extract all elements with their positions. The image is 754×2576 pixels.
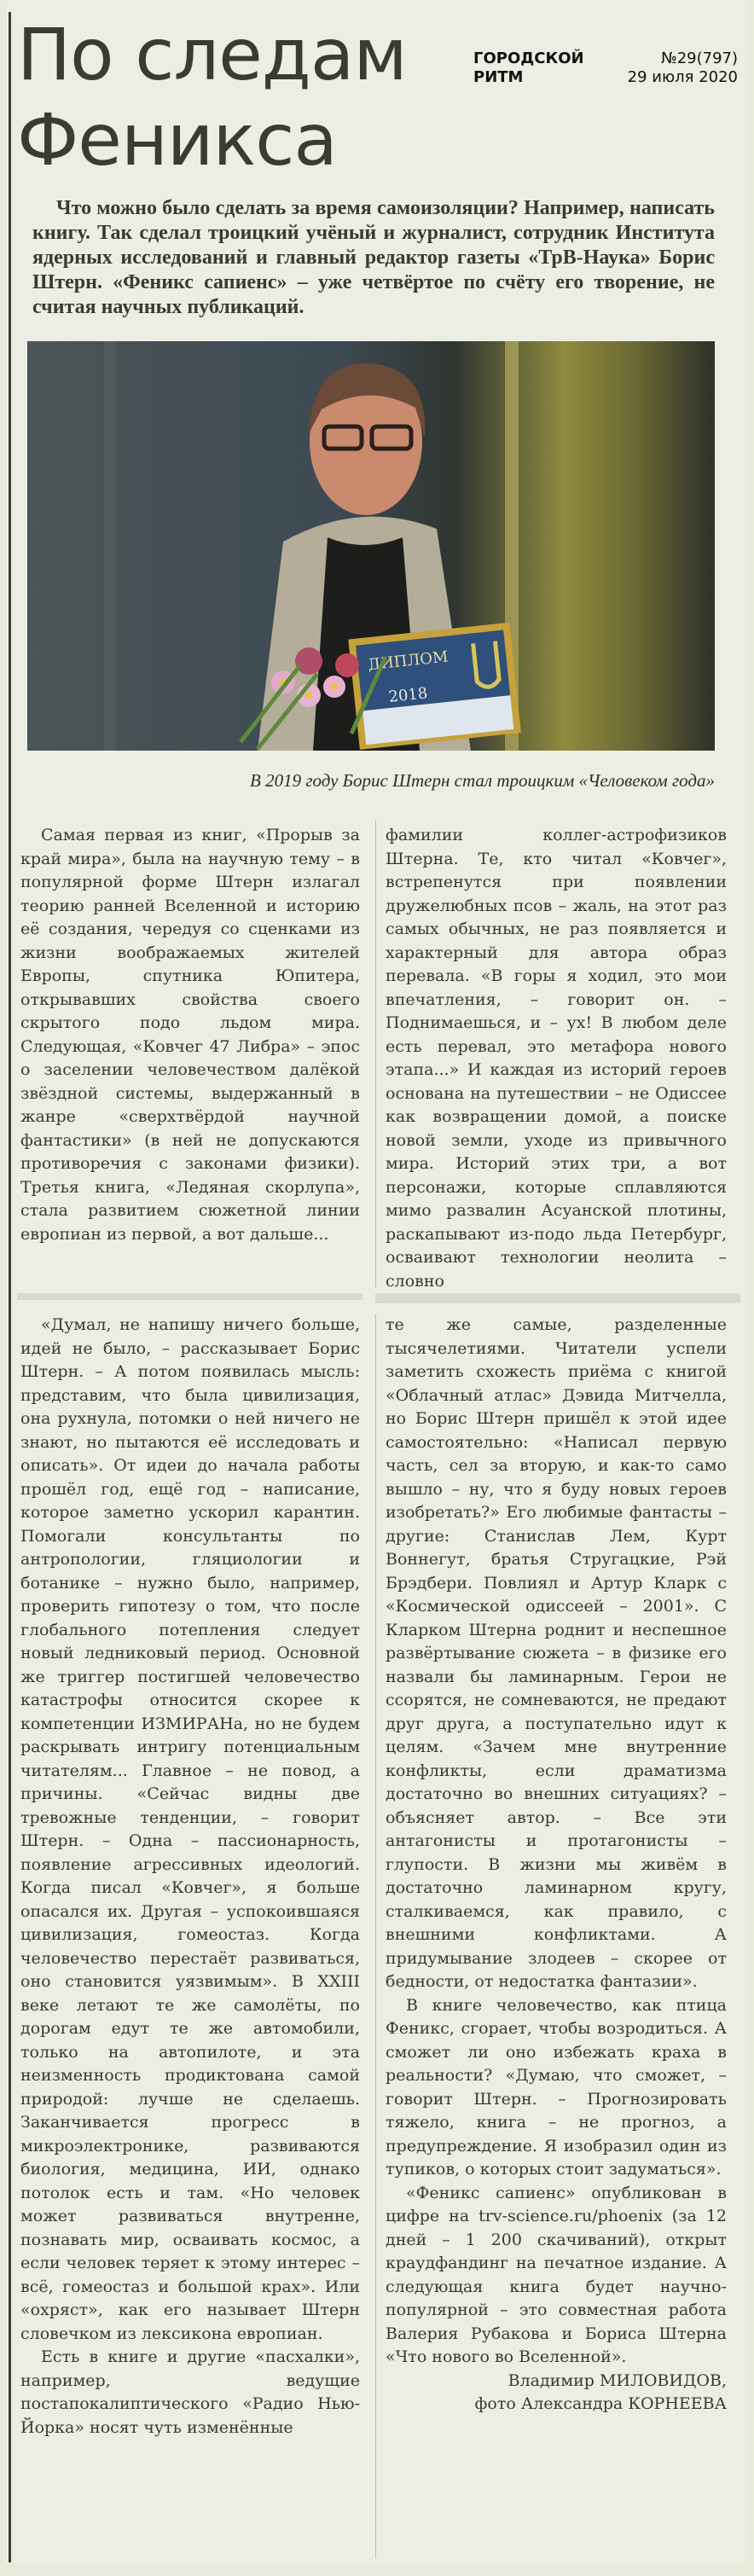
photo-portrait-icon (27, 341, 715, 751)
issue-number: №29(797) (660, 49, 738, 67)
byline-author: Владимир МИЛОВИДОВ, (508, 2370, 727, 2390)
article-headline (17, 12, 461, 183)
paper-name-line-1: ГОРОДСКОЙ (473, 49, 584, 67)
issue-date: 29 июля 2020 (627, 68, 738, 86)
page-border-rule (9, 12, 11, 2562)
photo-caption: В 2019 году Борис Штерн стал троицким «Человеком года» (250, 770, 715, 791)
photo-pillar (104, 341, 116, 751)
paragraph: Самая первая из книг, «Прорыв за край мира», была на научную тему – в популярной форме Штерн излагал теорию ранней Вселенной и историю её создания, чередуя со сценками из жизни воображаемых жителей Европы, спутника Юпитера, открывавших свойства своего скрытого подо льдом мира. Следующая, «Ковчег 47 Либра» – эпос о заселении человечеством далёкой звёздной системы, выдержанный в жанре «сверхтвёрдой научной фантастики» (в ней не допускаются противоречия с законами физики). Третья книга, «Ледяная скорлупа», стала развитием сюжетной линии европиан из первой, а вот дальше... (20, 826, 360, 1244)
diploma-title: ДИПЛОМ (367, 647, 450, 675)
text-column-left-bottom (20, 1314, 360, 2440)
column-divider-top (375, 821, 376, 1288)
paragraph: «Думал, не напишу ничего больше, идей не было, – рассказывает Борис Штерн. – А потом появилась мысль: представим, что была цивилизация, она рухнула, потомки о ней ничего не знают, но пытаются её исследовать и описать». От идеи до начала работы прошёл год, ещё год – написание, которое заметно ускорил карантин. Помогали консультанты по антропологии, гляциологии и ботанике – нужно было, например, проверить гипотезу о том, что после глобального потепления следует новый ледниковый период. Основной же триггер постигшей человечество катастрофы относится скорее к компетенции ИЗМИРАНа, но не будем раскрывать интригу потенциальным читателям... Главное – не повод, а причины. «Сейчас видны две тревожные тенденции, – говорит Штерн. – Одна – пассионарность, появление агрессивных идеологий. Когда писал «Ковчег», я больше опасался их. Другая – успокоившаяся цивилизация, гомеостаз. Когда человечество перестаёт развиваться, оно становится уязвимым». В XXIII веке летают те же самолёты, по дорогам едут те же автомобили, только на автопилоте, и эта неизменность продиктована самой природой: лучше не сделаешь. Заканчивается прогресс в микроэлектронике, развиваются биология, медицина, ИИ, однако потолок есть и там. «Но человек может развиваться внутренне, познавать мир, осваивать космос, а если человек теряет к этому интерес – всё, гомеостаз и большой крах». Или «охряст», как его называет Штерн словечком из лексикона европиан. (20, 1315, 360, 2343)
text-column-right-bottom (386, 1314, 727, 2416)
paragraph: те же самые, разделенные тысячелетиями. Читатели успели заметить схожесть приёма с книгой «Облачный атлас» Дэвида Митчелла, но Борис Штерн пришёл к этой идее самостоятельно: «Написал первую часть, сел за вторую, и как-то само вышло – ну, что я буду новых героев изобретать?» Его любимые фантасты – другие: Станислав Лем, Курт Воннегут, братья Стругацкие, Рэй Брэдбери. Повлиял и Артур Кларк с «Космической одиссеей – 2001». С Кларком Штерна роднит и неспешное развёртывание сюжета – в физике его назвали бы ламинарным. Герои не ссорятся, не сомневаются, не предают друг друга, а поступательно идут к целям. «Зачем мне внутренние конфликты, если драматизма достаточно во внешних ситуациях? – объясняет автор. – Все эти антагонисты и протагонисты – глупости. В жизни мы живём в достаточно ламинарном кругу, сталкиваемся, как правило, с внешними конфликтами. А придумывание злодеев – скорее от бедности, от недостатка фантазии». (386, 1315, 727, 1991)
byline-photo-credit: фото Александра КОРНЕЕВА (474, 2394, 727, 2413)
diploma-year: 2018 (387, 684, 429, 706)
article-photo (27, 341, 715, 751)
paragraph: Есть в книге и другие «пасхалки», например, ведущие постапокалиптического «Радио Нью-Йорка» носят чуть изменённые (20, 2347, 360, 2437)
text-column-left-top (20, 824, 360, 1246)
article-lead: Что можно было сделать за время самоизоляции? Например, написать книгу. Так сделал троицкий учёный и журналист, сотрудник Института ядерных исследований и главный редактор газеты «ТрВ-Наука» Борис Штерн. «Феникс сапиенс» – уже четвёртое по счёту его творение, не считая научных публикаций. (32, 197, 715, 318)
paragraph: В книге человечество, как птица Феникс, сгорает, чтобы возродиться. А сможет ли оно избежать краха в реальности? «Думаю, что сможет, – говорит Штерн. – Прогнозировать тяжело, книга – не прогноз, а предупреждение. Я изобразил один из тупиков, о которых стоит задуматься». (386, 1995, 727, 2179)
headline-line-2: Феникса (17, 98, 337, 182)
column-divider-bottom (375, 1314, 376, 2559)
fold-shadow (375, 1293, 740, 1303)
paragraph: «Феникс сапиенс» опубликован в цифре на trv-science.ru/phoenix (за 12 дней – 1 200 скачиваний), открыт краудфандинг на печатное издание. А следующая книга будет научно-популярной – это совместная работа Валерия Рубакова и Бориса Штерна «Что нового во Вселенной». (386, 2183, 727, 2366)
text-column-right-top (386, 824, 727, 1293)
paragraph: фамилии коллег-астрофизиков Штерна. Те, кто читал «Ковчег», встрепенутся при появлении дружелюбных псов – жаль, на этот раз самых обычных, не раз появляется и характерный для автора образ перевала. «В горы я ходил, это мои впечатления, – говорит он. – Поднимаешься, и – ух! В любом деле есть перевал, это метафора нового этапа...» И каждая из историй героев основана на путешествии – не Одиссее как возвращении домой, а поиске новой земли, уходе из привычного мира. Историй этих три, а вот персонажи, которые сплавляются мимо развалин Асуанской плотины, раскапывают из-подо льда Петербург, осваивают технологии неолита – словно (386, 826, 727, 1291)
headline-line-1: По следам (17, 13, 407, 96)
fold-shadow (17, 1293, 362, 1300)
masthead (473, 49, 738, 87)
paper-name-line-2: РИТМ (473, 68, 524, 86)
